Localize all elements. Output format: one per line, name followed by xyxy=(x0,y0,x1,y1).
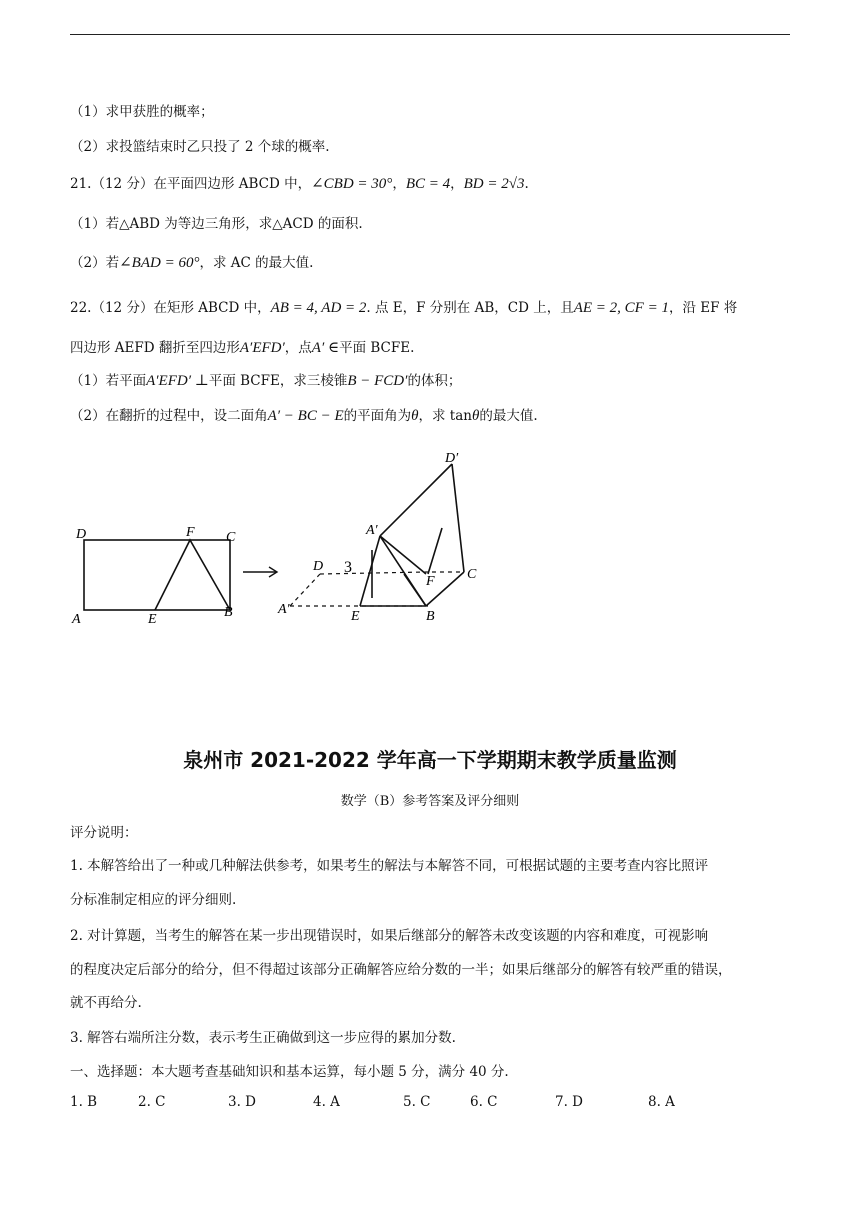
arrow-icon xyxy=(243,567,277,577)
q22-p2-a: （2）在翻折的过程中，设二面角 xyxy=(70,408,268,424)
note2-line2: 的程度决定后部分的给分，但不得超过该部分正确解答应给分数的一半；如果后继部分的解答有较严重的错误， xyxy=(70,962,732,978)
label-left-C: C xyxy=(226,530,236,545)
note2-line3: 就不再给分. xyxy=(70,995,142,1011)
q22-cond1: AB = 4, AD = 2 xyxy=(270,300,367,316)
answer-4: 4. A xyxy=(313,1094,340,1110)
answer-7: 7. D xyxy=(555,1094,583,1110)
folding-figure xyxy=(60,448,520,638)
label-left-E: E xyxy=(148,612,157,627)
note2-line1: 2. 对计算题，当考生的解答在某一步出现错误时，如果后继部分的解答未改变该题的内容和难度，可视影响 xyxy=(70,928,709,944)
label-right-Dprime: D′ xyxy=(445,451,459,466)
q22-p2-b: 的平面角为 xyxy=(343,408,412,424)
q22-part2 xyxy=(70,406,538,426)
q21-cond-bc: BC = 4 xyxy=(405,176,451,192)
q21-end: . xyxy=(524,176,529,192)
notes-header: 评分说明： xyxy=(70,825,138,841)
label-right-D: D xyxy=(313,559,324,574)
q22-stem-a: 22.（12 分）在矩形 ABCD 中， xyxy=(70,300,271,316)
header-rule xyxy=(70,34,790,35)
label-right-E: E xyxy=(351,609,360,624)
q22-p2-d: 的最大值. xyxy=(479,408,538,424)
q22-line2-a: 四边形 AEFD 翻折至四边形 xyxy=(70,340,240,356)
q22-p1-math2: B − FCD′ xyxy=(347,373,408,389)
label-left-A: A xyxy=(72,612,81,627)
q21-sep1: ， xyxy=(392,176,406,192)
label-right-F: F xyxy=(426,574,435,589)
q20-part2: （2）求投篮结束时乙只投了 2 个球的概率. xyxy=(70,139,330,155)
label-right-Aprime-top: A′ xyxy=(366,523,378,538)
q22-stem-line2 xyxy=(70,338,414,358)
q21-stem-text: 21.（12 分）在平面四边形 ABCD 中， xyxy=(70,176,312,192)
label-left-D: D xyxy=(76,527,87,542)
q22-p2-math: A′ − BC − E xyxy=(267,408,344,424)
q22-p2-theta: θ xyxy=(411,408,419,424)
q22-p1-b: 平面 BCFE，求三棱锥 xyxy=(208,373,348,389)
answer-3: 3. D xyxy=(228,1094,256,1110)
q22-stem-line1 xyxy=(70,298,737,318)
label-right-C: C xyxy=(467,567,477,582)
q21-sep2: ， xyxy=(450,176,464,192)
answer-key-subtitle: 数学（B）参考答案及评分细则 xyxy=(340,794,520,809)
answer-8: 8. A xyxy=(648,1094,675,1110)
answer-2: 2. C xyxy=(138,1094,166,1110)
label-right-B: B xyxy=(426,609,435,624)
answer-6: 6. C xyxy=(470,1094,498,1110)
q22-line2-b: ，点 xyxy=(284,340,312,356)
label-left-F: F xyxy=(186,525,195,540)
answer-5: 5. C xyxy=(403,1094,431,1110)
q21-part2-b: ，求 AC 的最大值. xyxy=(199,255,314,271)
q22-p1-c: 的体积； xyxy=(407,373,462,389)
figure-left-rectangle xyxy=(84,540,230,610)
answer-key-title: 泉州市 2021-2022 学年高一下学期期末教学质量监测 xyxy=(183,748,677,772)
note1-line2: 分标准制定相应的评分细则. xyxy=(70,892,237,908)
section1-heading: 一、选择题：本大题考查基础知识和基本运算，每小题 5 分，满分 40 分. xyxy=(70,1064,509,1080)
label-right-3: 3 xyxy=(344,559,352,576)
note1-line1: 1. 本解答给出了一种或几种解法供参考，如果考生的解法与本解答不同，可根据试题的主要考查内容比照评 xyxy=(70,858,709,874)
q21-cond-angle: ∠CBD = 30° xyxy=(311,176,393,192)
label-right-Aprime-bottom: A′ xyxy=(278,602,290,617)
answer-1: 1. B xyxy=(70,1094,98,1110)
q22-p2-theta2: θ xyxy=(471,408,480,424)
note3: 3. 解答右端所注分数，表示考生正确做到这一步应得的累加分数. xyxy=(70,1030,456,1046)
q22-part1 xyxy=(70,371,461,391)
q21-stem xyxy=(70,174,529,194)
q22-p1-math: A′EFD′ ⊥ xyxy=(146,373,209,389)
q21-part2-a: （2）若 xyxy=(70,255,120,271)
q20-part1: （1）求甲获胜的概率； xyxy=(70,104,214,120)
q22-line2-c: 平面 BCFE. xyxy=(339,340,415,356)
q21-part2 xyxy=(70,253,313,273)
q22-p1-a: （1）若平面 xyxy=(70,373,147,389)
q22-line2-math2: A′ ∈ xyxy=(311,340,340,356)
q21-cond-bd: BD = 2√3 xyxy=(463,176,525,192)
label-left-B: B xyxy=(224,605,233,620)
q21-part1: （1）若△ABD 为等边三角形，求△ACD 的面积. xyxy=(70,216,363,232)
q22-stem-c: ，沿 EF 将 xyxy=(668,300,738,316)
q22-cond2: AE = 2, CF = 1 xyxy=(573,300,669,316)
q22-stem-b: . 点 E，F 分别在 AB，CD 上，且 xyxy=(366,300,574,316)
q21-part2-math: ∠BAD = 60° xyxy=(119,255,200,271)
q22-p2-c: ，求 tan xyxy=(418,408,472,424)
q22-line2-math: A′EFD′ xyxy=(239,340,285,356)
